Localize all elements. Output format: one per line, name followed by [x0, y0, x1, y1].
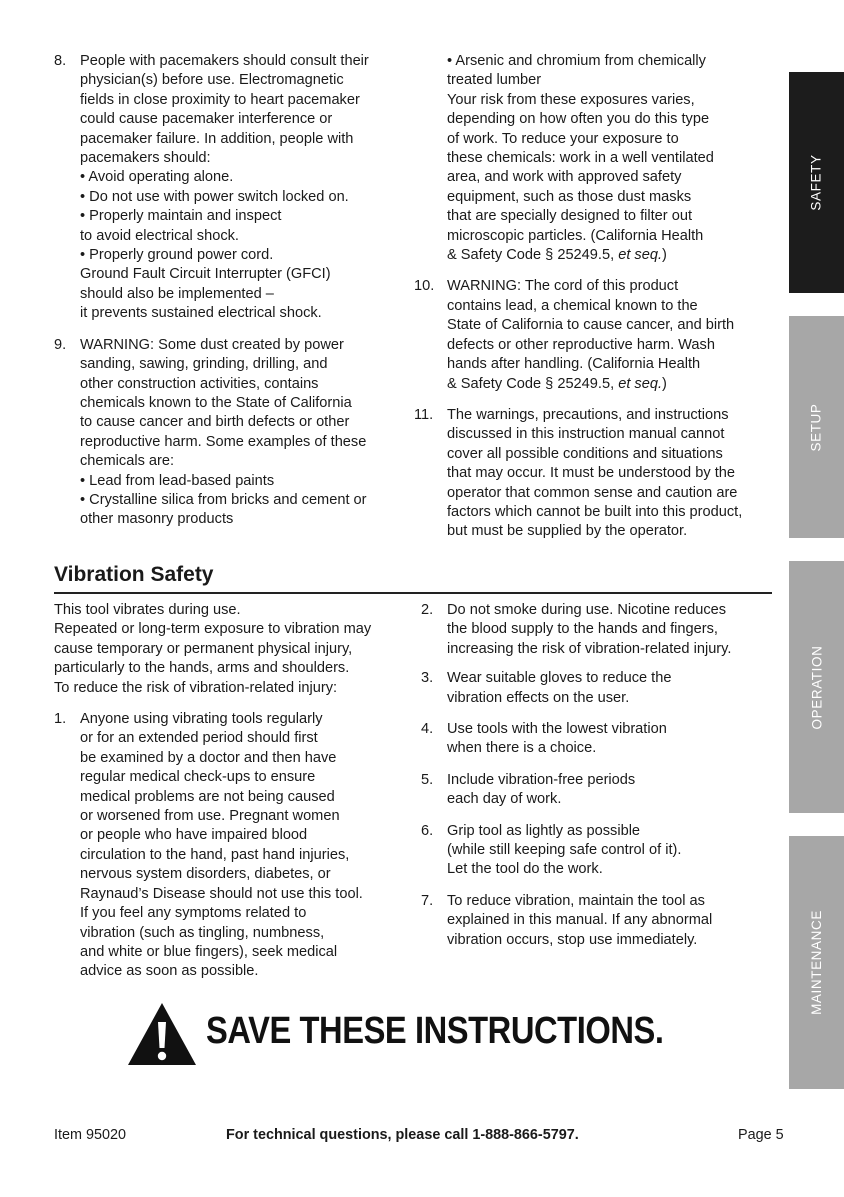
- item-number: 10.: [414, 278, 435, 295]
- save-instructions-text: SAVE THESE INSTRUCTIONS.: [206, 1010, 664, 1052]
- text-line: Grip tool as lightly as possible: [447, 822, 641, 839]
- text-line: State of California to cause cancer, and birth: [447, 317, 735, 334]
- text-line: circulation to the hand, past hand injuries,: [80, 846, 350, 863]
- text-line: pacemakers should:: [80, 150, 211, 167]
- safety-item-10: [414, 277, 781, 393]
- safety-item-9-continued: [421, 52, 781, 265]
- citation-text: & Safety Code § 25249.5,: [447, 375, 619, 392]
- text-line: defects or other reproductive harm. Wash: [447, 336, 715, 353]
- tab-label: SETUP: [808, 402, 824, 452]
- text-line: when there is a choice.: [447, 740, 597, 757]
- item-number: 9.: [54, 336, 67, 353]
- text-line: • Arsenic and chromium from chemically: [447, 53, 706, 69]
- text-line: Include vibration-free periods: [447, 771, 636, 788]
- safety-item-11: [414, 406, 781, 542]
- text-line: and white or blue fingers), seek medical: [80, 943, 338, 960]
- text-line: microscopic particles. (California Health: [447, 227, 704, 244]
- text-line: If you feel any symptoms related to: [80, 905, 307, 922]
- text-line: to avoid electrical shock.: [80, 227, 239, 244]
- vibration-intro: [54, 601, 414, 698]
- code-citation-line: [447, 246, 781, 265]
- text-line: or people who have impaired blood: [80, 827, 308, 844]
- text-line: This tool vibrates during use.: [54, 602, 241, 618]
- citation-text: & Safety Code § 25249.5,: [447, 247, 619, 264]
- text-line: • Do not use with power switch locked on.: [80, 188, 349, 205]
- text-line: reproductive harm. Some examples of these: [80, 433, 367, 450]
- citation-italic: et seq.: [618, 375, 663, 392]
- text-line: explained in this manual. If any abnormal: [447, 912, 713, 929]
- text-line: chemicals are:: [80, 453, 175, 470]
- vibration-item-4: [421, 720, 781, 759]
- text-line: discussed in this instruction manual cannot: [447, 426, 725, 443]
- text-line: cover all possible conditions and situations: [447, 445, 723, 462]
- save-instructions-banner: [126, 998, 726, 1072]
- vibration-item-3: [421, 669, 781, 708]
- text-line: physician(s) before use. Electromagnetic: [80, 72, 344, 89]
- text-line: equipment, such as those dust masks: [447, 188, 692, 205]
- text-line: Anyone using vibrating tools regularly: [80, 711, 323, 728]
- text-line: • Properly ground power cord.: [80, 247, 274, 264]
- text-line: sanding, sawing, grinding, drilling, and: [80, 356, 328, 373]
- text-line: to cause cancer and birth defects or other: [80, 414, 350, 431]
- text-line: but must be supplied by the operator.: [447, 523, 688, 540]
- text-line: The warnings, precautions, and instructions: [447, 406, 729, 423]
- text-line: or worsened from use. Pregnant women: [80, 808, 340, 825]
- text-line: other construction activities, contains: [80, 375, 319, 392]
- item-number: 1.: [54, 711, 67, 728]
- text-line: • Crystalline silica from bricks and cement or: [80, 491, 367, 508]
- text-line: other masonry products: [80, 511, 234, 528]
- vibration-item-7: [421, 892, 781, 950]
- tab-label: OPERATION: [809, 645, 825, 729]
- text-line: these chemicals: work in a well ventilated: [447, 150, 714, 167]
- footer-tech-support: For technical questions, please call 1-888-866-5797.: [226, 1127, 579, 1143]
- text-line: • Properly maintain and inspect: [80, 208, 282, 225]
- text-line: Use tools with the lowest vibration: [447, 721, 667, 738]
- citation-close: ): [662, 247, 667, 264]
- item-number: 5.: [421, 771, 434, 788]
- vibration-right-column: [421, 601, 781, 950]
- text-line: Wear suitable gloves to reduce the: [447, 670, 672, 687]
- item-number: 11.: [414, 406, 434, 423]
- text-line: WARNING: Some dust created by power: [80, 336, 344, 353]
- vibration-left-column: [54, 601, 414, 982]
- text-line: increasing the risk of vibration-related injury.: [447, 640, 732, 657]
- text-line: regular medical check-ups to ensure: [80, 769, 316, 786]
- text-line: fields in close proximity to heart pacemaker: [80, 91, 360, 108]
- text-line: To reduce the risk of vibration-related injury:: [54, 679, 338, 696]
- text-line: Do not smoke during use. Nicotine reduces: [447, 602, 727, 618]
- vibration-item-5: [421, 771, 781, 810]
- tab-safety[interactable]: [789, 72, 844, 293]
- vibration-item-1: [54, 710, 414, 982]
- safety-item-8: [54, 52, 414, 324]
- text-line: Your risk from these exposures varies,: [447, 91, 695, 108]
- text-line: vibration (such as tingling, numbness,: [80, 924, 325, 941]
- text-line: or for an extended period should first: [80, 730, 318, 747]
- item-number: 6.: [421, 822, 434, 839]
- text-line: area, and work with approved safety: [447, 169, 682, 186]
- text-line: depending on how often you do this type: [447, 111, 710, 128]
- text-line: particularly to the hands, arms and shoulders.: [54, 660, 350, 677]
- tab-setup[interactable]: [789, 316, 844, 538]
- text-line: the blood supply to the hands and fingers,: [447, 621, 718, 638]
- text-line: of work. To reduce your exposure to: [447, 130, 679, 147]
- text-line: cause temporary or permanent physical injury,: [54, 640, 353, 657]
- text-line: hands after handling. (California Health: [447, 356, 701, 373]
- text-line: People with pacemakers should consult their: [80, 53, 369, 69]
- text-line: each day of work.: [447, 791, 562, 808]
- text-line: • Lead from lead-based paints: [80, 472, 275, 489]
- text-line: (while still keeping safe control of it).: [447, 842, 682, 859]
- tab-label: SAFETY: [809, 154, 824, 211]
- tab-label: MAINTENANCE: [809, 910, 825, 1015]
- top-left-column: [54, 52, 414, 530]
- text-line: • Avoid operating alone.: [80, 169, 234, 186]
- section-tabs: [789, 0, 844, 1197]
- text-line: that may occur. It must be understood by the: [447, 465, 735, 482]
- text-line: should also be implemented –: [80, 285, 274, 302]
- vibration-item-2: [421, 601, 781, 659]
- tab-operation[interactable]: [789, 561, 844, 813]
- text-line: Ground Fault Circuit Interrupter (GFCI): [80, 266, 331, 283]
- warning-triangle-icon: [126, 1000, 198, 1068]
- section-heading: Vibration Safety: [54, 563, 214, 586]
- text-line: operator that common sense and caution are: [447, 484, 738, 501]
- text-line: vibration occurs, stop use immediately.: [447, 931, 698, 948]
- text-line: chemicals known to the State of California: [80, 394, 352, 411]
- text-line: Raynaud’s Disease should not use this tool.: [80, 885, 363, 902]
- text-line: treated lumber: [447, 72, 542, 89]
- section-divider: [54, 592, 772, 594]
- tab-maintenance[interactable]: [789, 836, 844, 1089]
- footer-item-number: Item 95020: [54, 1127, 127, 1143]
- text-line: nervous system disorders, diabetes, or: [80, 866, 331, 883]
- text-line: that are specially designed to filter out: [447, 208, 692, 225]
- footer-page-number: Page 5: [738, 1127, 784, 1143]
- text-line: contains lead, a chemical known to the: [447, 297, 698, 314]
- item-number: 8.: [54, 53, 67, 69]
- item-number: 7.: [421, 892, 434, 909]
- text-line: Repeated or long-term exposure to vibration may: [54, 621, 372, 638]
- text-line: pacemaker failure. In addition, people with: [80, 130, 354, 147]
- top-right-column: [414, 52, 781, 542]
- citation-close: ): [662, 375, 667, 392]
- text-line: advice as soon as possible.: [80, 963, 259, 980]
- text-line: vibration effects on the user.: [447, 689, 630, 706]
- safety-item-9: [54, 336, 414, 530]
- text-line: factors which cannot be built into this product,: [447, 503, 743, 520]
- text-line: WARNING: The cord of this product: [447, 278, 679, 295]
- text-line: medical problems are not being caused: [80, 788, 335, 805]
- text-line: To reduce vibration, maintain the tool as: [447, 892, 705, 909]
- code-citation-line: [447, 375, 781, 394]
- item-number: 4.: [421, 721, 434, 738]
- citation-italic: et seq.: [618, 247, 663, 264]
- text-line: could cause pacemaker interference or: [80, 111, 333, 128]
- text-line: it prevents sustained electrical shock.: [80, 305, 322, 322]
- item-number: 3.: [421, 670, 434, 687]
- vibration-item-6: [421, 822, 781, 880]
- text-line: be examined by a doctor and then have: [80, 749, 337, 766]
- text-line: Let the tool do the work.: [447, 861, 603, 878]
- item-number: 2.: [421, 602, 434, 618]
